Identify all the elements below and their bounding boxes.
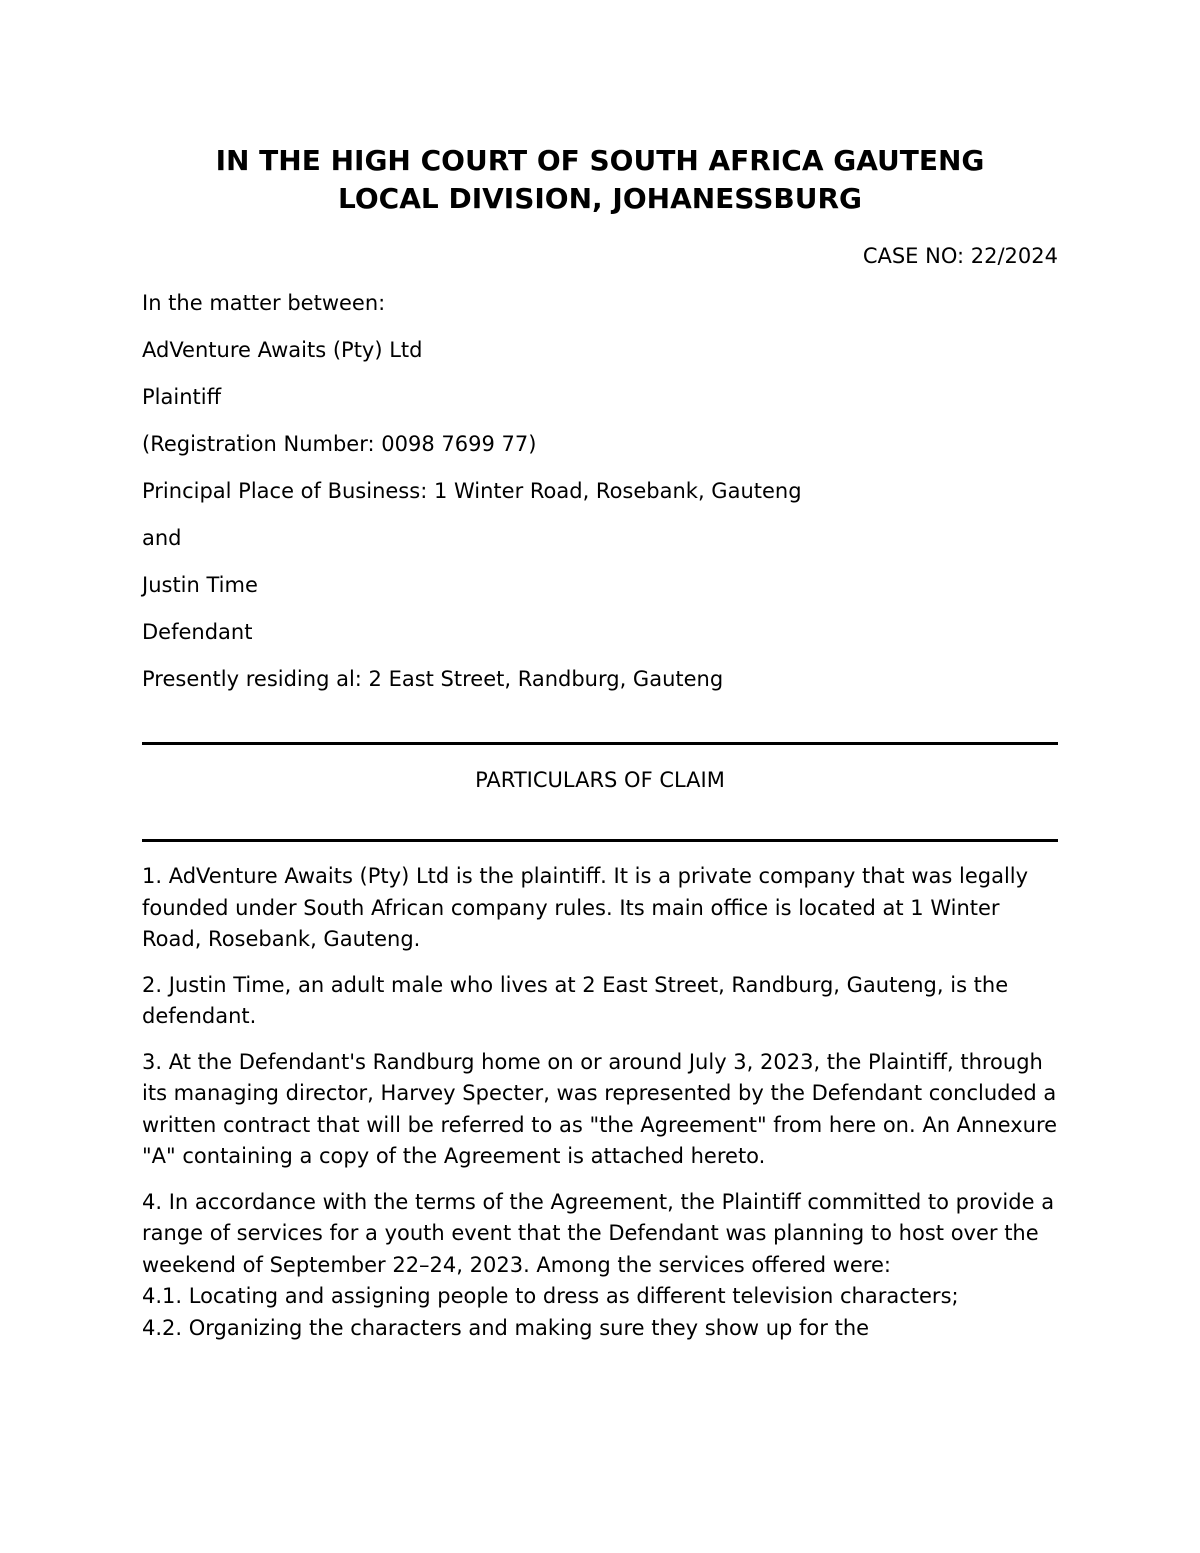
defendant-address: Presently residing al: 2 East Street, Randburg, Gauteng	[142, 667, 724, 691]
claim-subparagraph: 4.1. Locating and assigning people to dress as different television characters;	[142, 1284, 959, 1308]
claim-paragraph: 2. Justin Time, an adult male who lives at 2 East Street, Randburg, Gauteng, is the defendant.	[142, 972, 1009, 1028]
plaintiff-name: AdVenture Awaits (Pty) Ltd	[142, 338, 423, 362]
section-heading: PARTICULARS OF CLAIM	[475, 768, 725, 792]
defendant-name: Justin Time	[142, 573, 258, 597]
bottom-divider	[142, 839, 1058, 842]
court-title	[142, 142, 1058, 218]
parties-conjunction: and	[142, 526, 182, 550]
plaintiff-address: Principal Place of Business: 1 Winter Road, Rosebank, Gauteng	[142, 479, 802, 503]
court-title-line-1: IN THE HIGH COURT OF SOUTH AFRICA GAUTENG	[215, 144, 985, 177]
case-number: CASE NO: 22/2024	[862, 244, 1058, 268]
claim-paragraph: 3. At the Defendant's Randburg home on or around July 3, 2023, the Plaintiff, through its managing director, Harvey Specter, was represented by the Defendant concluded a written contract that will be referred to as "the Agreement" from here on. An Annexure "A" containing a copy of the Agreement is attached hereto.	[142, 1049, 1058, 1168]
document-page	[142, 0, 1058, 1553]
top-divider	[142, 742, 1058, 745]
defendant-role: Defendant	[142, 620, 253, 644]
plaintiff-registration: (Registration Number: 0098 7699 77)	[142, 432, 537, 456]
matter-intro: In the matter between:	[142, 291, 386, 315]
claim-paragraph: 1. AdVenture Awaits (Pty) Ltd is the plaintiff. It is a private company that was legally founded under South African company rules. Its main office is located at 1 Winter Road, Rosebank, Gauteng.	[142, 864, 1029, 951]
claims-list	[142, 861, 1058, 1344]
court-title-line-2: LOCAL DIVISION, JOHANESSBURG	[338, 182, 862, 215]
plaintiff-role: Plaintiff	[142, 385, 222, 409]
claim-subparagraph: 4.2. Organizing the characters and making sure they show up for the	[142, 1315, 870, 1340]
claim-paragraph: 4. In accordance with the terms of the Agreement, the Plaintiff committed to provide a range of services for a youth event that the Defendant was planning to host over the weekend of September 22–24, 2023. Among the services offered were:	[142, 1189, 1055, 1277]
